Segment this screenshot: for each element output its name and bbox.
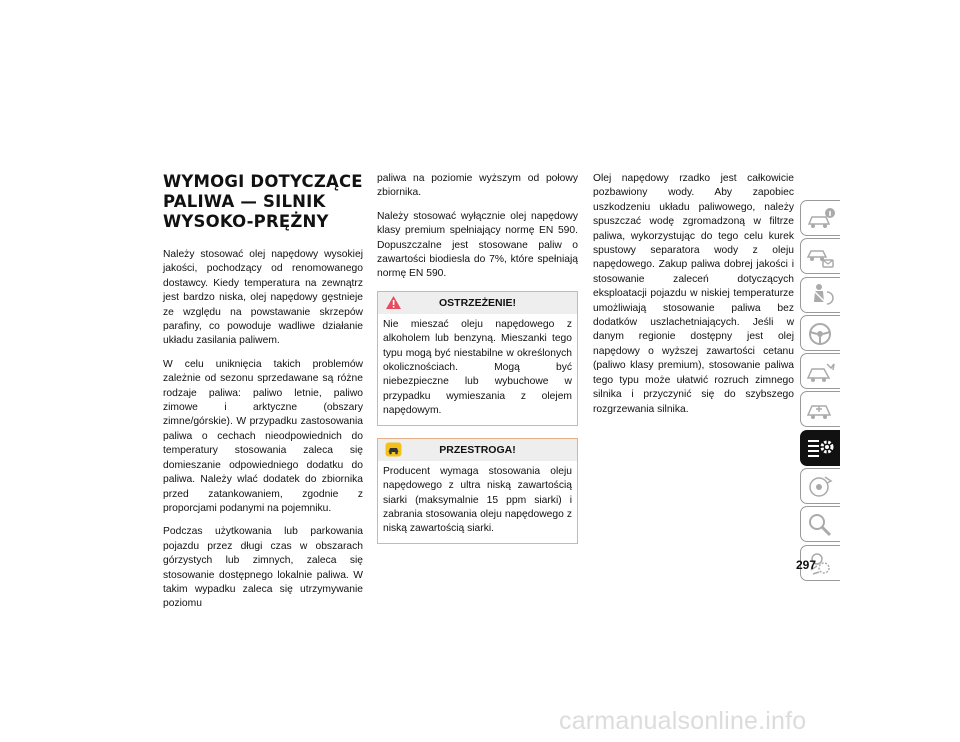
- paragraph: paliwa na poziomie wyższym od połowy zbiornika.: [377, 173, 578, 199]
- column-1: [163, 172, 363, 621]
- paragraph: W celu uniknięcia takich problemów zależnie od sezonu sprzedawane są różne rodzaje paliwa: paliwo letnie, paliwo zimowe i arktyczne (obszary zimne/górskie). W przypadku zastosowania paliwa o cechach nieodpowiednich do temperatury stosowania zaleca się domieszanie odpowiedniego dodatku do paliwa. Należy wlać dodatek do zbiornika przed zatankowaniem, zgodnie z proporcjami podanymi na pojemniku.: [163, 358, 363, 514]
- tab-index[interactable]: [800, 506, 840, 542]
- watermark: carmanualsonline.info: [559, 707, 807, 735]
- tab-seat-safety[interactable]: [800, 277, 840, 313]
- tab-car-tools[interactable]: [800, 391, 840, 427]
- tab-car-crash[interactable]: [800, 353, 840, 389]
- car-crash-icon: [805, 358, 837, 386]
- caution-box: [377, 438, 578, 544]
- chapter-tabs: [800, 200, 840, 583]
- warning-box: [377, 291, 578, 426]
- steering-wheel-icon: [805, 320, 837, 348]
- paragraph: Olej napędowy rzadko jest całkowicie pozbawiony wody. Aby zapobiec uszkodzeniu układu paliwowego, należy spuszczać wodę zgromadzoną w filtrze paliwa, wykorzystując do tego celu kurek spustowy separatora wody z oleju napędowego. Zakup paliwa dobrej jakości i stosowanie zaleceń dotyczących eksploatacji pojazdu w niskiej temperaturze umożliwiają stosowanie paliwa bez dodatków uszlachetniających. Jeśli w danym regionie dostępny jest olej napędowy o wyższej zawartości cetanu (paliwo klasy premium), stosowanie paliwa tego typu może ułatwić rozruch zimnego silnika i przyczynić się do szybszego rozgrzewania silnika.: [593, 173, 794, 415]
- section-heading: WYMOGI DOTYCZĄCE PALIWA — SILNIK WYSOKO-PRĘŻNY: [163, 172, 363, 231]
- tab-car-key[interactable]: [800, 238, 840, 274]
- multimedia-icon: [805, 473, 837, 501]
- warning-title: OSTRZEŻENIE!: [438, 296, 516, 309]
- seat-safety-icon: [805, 282, 837, 310]
- column-2: [377, 172, 578, 556]
- car-key-icon: [805, 243, 837, 271]
- paragraph: Podczas użytkowania lub parkowania pojazdu przez długi czas w obszarach górzystych lub zimnych, zaleca się stosowanie dostępnego lokalnie paliwa. W takim wypadku zaleca się utrzymywanie poziomu: [163, 526, 363, 610]
- tab-steering-wheel[interactable]: [800, 315, 840, 351]
- car-info-icon: [805, 205, 837, 233]
- tab-multimedia[interactable]: [800, 468, 840, 504]
- warning-header: [378, 292, 577, 314]
- column-3: [593, 172, 794, 426]
- caution-title: PRZESTROGA!: [439, 443, 516, 456]
- page-number: 297: [796, 558, 817, 572]
- car-tools-icon: [805, 396, 837, 424]
- caution-text: Producent wymaga stosowania oleju napędowego z ultra niską zawartością siarki (maksymalnie 15 ppm siarki) i zabrania stosowania oleju napędowego z niską zawartością siarki.: [383, 465, 572, 535]
- warning-text: Nie mieszać oleju napędowego z alkoholem lub benzyną. Mieszanki tego typu mogą być niestabilne w określonych okolicznościach. Mogą być niebezpieczne lub wybuchowe w przypadku wymieszania z olejem napędowym.: [383, 318, 572, 417]
- paragraph: Należy stosować olej napędowy wysokiej jakości, pochodzący od renomowanego dostawcy. Kiedy temperatura na zewnątrz jest bardzo niska, olej napędowy gęstnieje ze względu na powstawanie skrzepów parafiny, co powoduje wadliwe działanie układu zasilania paliwem.: [163, 249, 363, 347]
- paragraph: Należy stosować wyłącznie olej napędowy klasy premium spełniający normę EN 590. Dopuszczalne jest stosowane paliw o zawartości biodiesla do 7%, które spełniają normę EN 590.: [377, 210, 578, 280]
- caution-header: [378, 439, 577, 461]
- magnifier-index-icon: [805, 511, 837, 539]
- specifications-gear-icon: [805, 435, 837, 463]
- tab-car-info[interactable]: [800, 200, 840, 236]
- tab-specifications[interactable]: [800, 430, 840, 466]
